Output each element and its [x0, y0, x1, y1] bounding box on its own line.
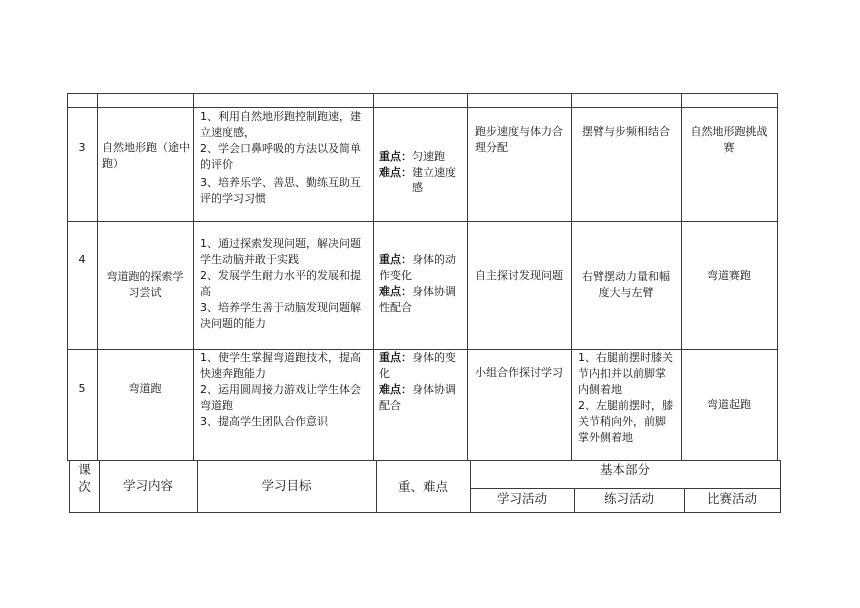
- key-point-value: 身体的动作变化: [379, 253, 456, 282]
- key-point-label: 重点：: [379, 351, 412, 364]
- difficult-point-label: 难点：: [379, 165, 412, 179]
- table-cell: [193, 93, 374, 108]
- key-difficult-points: [379, 350, 463, 414]
- key-point: [379, 350, 463, 382]
- competition-activity: 弯道赛跑: [707, 269, 751, 282]
- table-cell: [97, 93, 194, 108]
- lesson-content: 弯道跑的探索学习尝试: [106, 270, 184, 299]
- lesson-number: 5: [78, 382, 86, 395]
- key-point: [379, 252, 463, 284]
- table-cell: [67, 349, 98, 461]
- header-lesson: 课次: [78, 462, 91, 494]
- table-cell: [571, 93, 682, 108]
- header-goals: 学习目标: [261, 478, 312, 493]
- goal-item: 3、培养乐学、善思、勤练互助互评的学习习惯: [200, 176, 361, 205]
- practice-activity: [580, 269, 672, 301]
- goal-item: 3、培养学生善于动脑发现问题解决问题的能力: [200, 301, 361, 330]
- learning-activity: 小组合作探讨学习: [475, 366, 563, 379]
- difficult-point-value: 身体协调性配合: [379, 285, 456, 314]
- practice-item: 1、右腿前摆时膝关节内扣并以前脚掌内侧着地: [578, 351, 673, 396]
- difficult-point-label: 难点：: [379, 285, 412, 298]
- table-cell: [67, 221, 98, 350]
- practice-item: 摆臂与步频相结合: [582, 125, 670, 138]
- key-point-value: 身体的变化: [379, 351, 456, 380]
- learning-goals: [200, 236, 364, 332]
- key-difficult-points: [379, 252, 463, 316]
- learning-goals: [200, 350, 364, 430]
- table-cell: [681, 93, 778, 108]
- header-key-points: 重、难点: [397, 479, 448, 494]
- goal-item: 1、利用自然地形跑控制跑速，建立速度感，: [200, 110, 361, 139]
- goal-item: 1、通过探索发现问题，解决问题学生动脑并敢于实践: [200, 237, 361, 266]
- learning-activity: 跑步速度与体力合理分配: [475, 125, 563, 154]
- goal-item: 1、使学生掌握弯道跑技术，提高快速奔跑能力: [200, 351, 361, 380]
- table-cell: [681, 221, 778, 350]
- table-cell: [467, 93, 572, 108]
- table-cell: [97, 349, 194, 461]
- difficult-point: [379, 382, 463, 414]
- lesson-number: 3: [78, 141, 86, 154]
- key-difficult-points: [379, 149, 463, 196]
- lesson-content: 弯道跑: [128, 382, 162, 395]
- practice-activity: [580, 124, 672, 140]
- competition-activity: 自然地形跑挑战赛: [690, 125, 768, 154]
- table-cell: [67, 93, 98, 108]
- learning-goals: [200, 109, 364, 207]
- difficult-point-value: 建立速度感: [412, 165, 456, 194]
- competition-activity: 弯道起跑: [707, 398, 751, 411]
- learning-activity: 自主探讨发现问题: [475, 269, 563, 282]
- goal-item: 2、运用圆周接力游戏让学生体会弯道跑: [200, 383, 361, 412]
- table-cell: [67, 107, 98, 222]
- table-cell: [373, 93, 468, 108]
- key-point-label: 重点：: [379, 150, 412, 163]
- difficult-point: [379, 284, 463, 316]
- goal-item: 3、提高学生团队合作意识: [200, 415, 328, 428]
- difficult-point-value: 身体协调配合: [379, 383, 456, 412]
- difficult-point: [379, 165, 463, 196]
- header-competition-activity: 比赛活动: [706, 491, 757, 506]
- key-point-value: 匀速跑: [412, 150, 445, 163]
- practice-activity: [578, 350, 676, 446]
- key-point: [379, 149, 463, 165]
- header-content: 学习内容: [122, 478, 173, 493]
- key-point-label: 重点：: [379, 253, 412, 266]
- practice-item: 2、左腿前摆时，膝关节稍向外，前脚掌外侧着地: [578, 399, 673, 444]
- header-practice-activity: 练习活动: [603, 491, 654, 506]
- table-cell: [467, 221, 572, 350]
- lesson-content: 自然地形跑（途中跑）: [102, 141, 190, 170]
- header-learning-activity: 学习活动: [496, 491, 547, 506]
- practice-item: 右臂摆动力量和幅度大与左臂: [582, 270, 670, 299]
- goal-item: 2、发展学生耐力水平的发展和提高: [200, 269, 361, 298]
- difficult-point-label: 难点：: [379, 383, 412, 396]
- lesson-number: 4: [78, 253, 86, 266]
- goal-item: 2、学会口鼻呼吸的方法以及简单的评价: [200, 142, 361, 171]
- header-basic-part: 基本部分: [599, 462, 650, 477]
